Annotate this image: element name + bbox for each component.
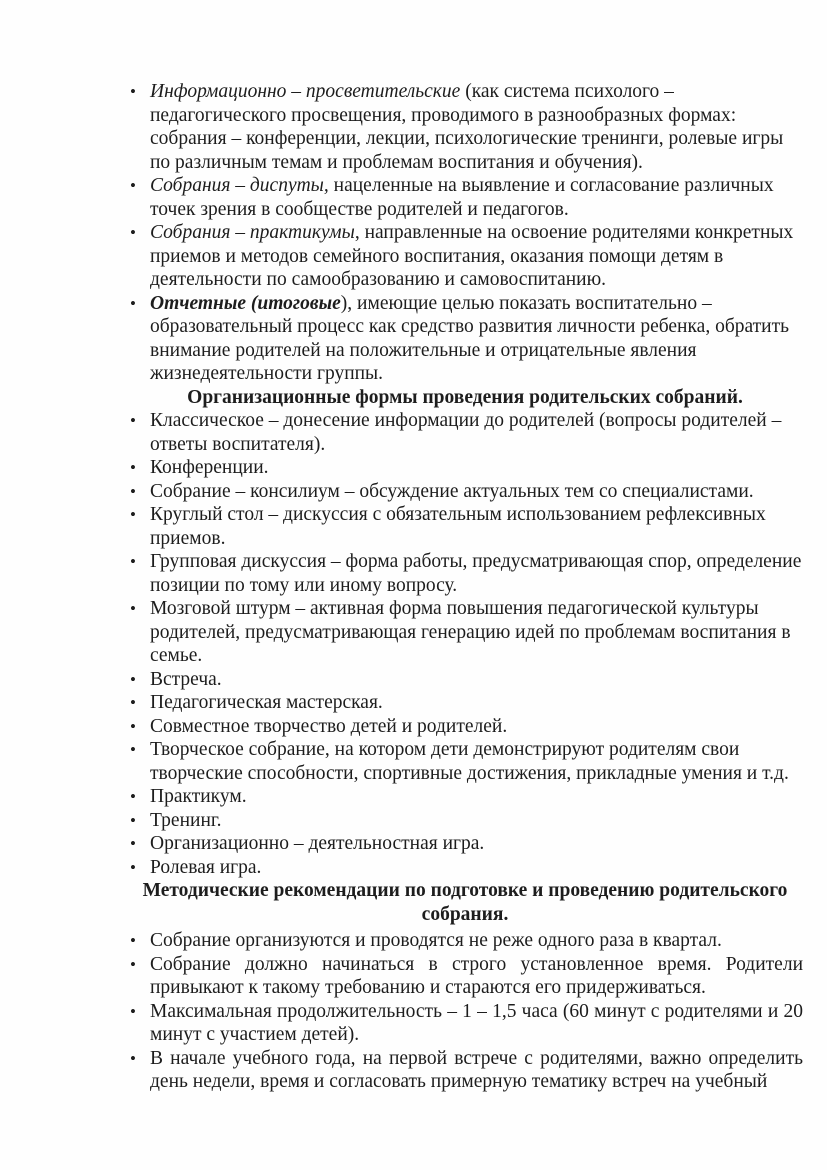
list-item-text: Педагогическая мастерская. <box>150 692 383 713</box>
list-item <box>127 80 803 174</box>
list-item-text: Совместное творчество детей и родителей. <box>150 715 508 737</box>
list-item <box>127 738 803 785</box>
list-item <box>127 480 803 504</box>
list-item <box>127 597 803 668</box>
list-item-lead-text: Отчетные (итоговые <box>150 292 341 314</box>
list-item <box>127 174 803 221</box>
list-item-text: Собрание – консилиум – обсуждение актуальных тем со специалистами. <box>150 480 754 502</box>
list-item <box>127 715 803 739</box>
bullet-list <box>127 80 803 386</box>
list-item-lead-text: Информационно – просветительские <box>150 81 466 102</box>
list-item <box>127 953 803 1000</box>
document-content <box>127 80 803 1094</box>
section-heading: Методические рекомендации по подготовке и проведению родительского собрания. <box>142 880 788 925</box>
list-item-text: Круглый стол – дискуссия с обязательным использованием рефлексивных приемов. <box>150 504 766 549</box>
list-item <box>127 668 803 692</box>
list-item-text: В начале учебного года, на первой встрече с родителями, важно определить день недели, время и согласовать примерную тематику встреч на учебный <box>150 1047 803 1092</box>
list-item <box>127 832 803 856</box>
bullet-list <box>127 409 803 879</box>
list-item <box>127 809 803 833</box>
list-item-text: Практикум. <box>150 786 247 807</box>
list-item <box>127 785 803 809</box>
list-item <box>127 292 803 386</box>
list-item-text: Конференции. <box>150 457 269 478</box>
list-item-text: Творческое собрание, на котором дети демонстрируют родителям свои творческие способности, спортивные достижения, прикладные умения и т.д. <box>150 739 789 784</box>
list-item-text: Мозговой штурм – активная форма повышения педагогической культуры родителей, предусматривающая генерацию идей по проблемам воспитания в семье. <box>150 598 791 666</box>
list-item <box>127 550 803 597</box>
list-item <box>127 856 803 880</box>
list-item-text: (как система психолого – педагогического просвещения, проводимого в разнообразных формах: собрания – конференции, лекции, психологические тренинги, ролевые игры по различным темам и проблемам воспитания и обучения). <box>150 81 784 173</box>
list-item-text: Групповая дискуссия – форма работы, предусматривающая спор, определение позиции по тому или иному вопросу. <box>150 551 802 596</box>
list-item <box>127 503 803 550</box>
list-item-text: ), имеющие целью показать воспитательно – образовательный процесс как средство развития личности ребенка, обратить внимание родителей на положительные и отрицательные явления жизнедеятельности группы. <box>150 292 790 384</box>
list-item <box>127 221 803 292</box>
bullet-list <box>127 929 803 1094</box>
list-item <box>127 456 803 480</box>
list-item-text: Тренинг. <box>150 809 222 831</box>
list-item-text: Максимальная продолжительность – 1 – 1,5 часа (60 минут с родителями и 20 минут с участием детей). <box>150 1000 803 1045</box>
list-item-lead-text: Собрания – диспуты, <box>150 175 334 196</box>
list-item <box>127 929 803 953</box>
list-item-text: Классическое – донесение информации до родителей (вопросы родителей – ответы воспитателя). <box>150 410 782 455</box>
list-item-lead-text: Собрания – практикумы <box>150 222 355 243</box>
list-item-text: Организационно – деятельностная игра. <box>150 833 485 854</box>
section-heading: Организационные формы проведения родительских собраний. <box>187 386 743 408</box>
list-item <box>127 691 803 715</box>
list-item-text: , направленные на освоение родителями конкретных приемов и методов семейного воспитания, оказания помощи детям в деятельности по самообразованию и самовоспитанию. <box>150 222 794 290</box>
list-item-text: нацеленные на выявление и согласование различных точек зрения в сообществе родителей и педагогов. <box>150 175 774 220</box>
list-item <box>127 1047 803 1094</box>
list-item-text: Встреча. <box>150 668 222 690</box>
list-item-text: Ролевая игра. <box>150 856 262 878</box>
list-item-text: Собрание должно начинаться в строго установленное время. Родители привыкают к такому требованию и стараются его придерживаться. <box>150 953 803 998</box>
list-item <box>127 1000 803 1047</box>
list-item <box>127 409 803 456</box>
list-item-text: Собрание организуются и проводятся не реже одного раза в квартал. <box>150 930 722 951</box>
